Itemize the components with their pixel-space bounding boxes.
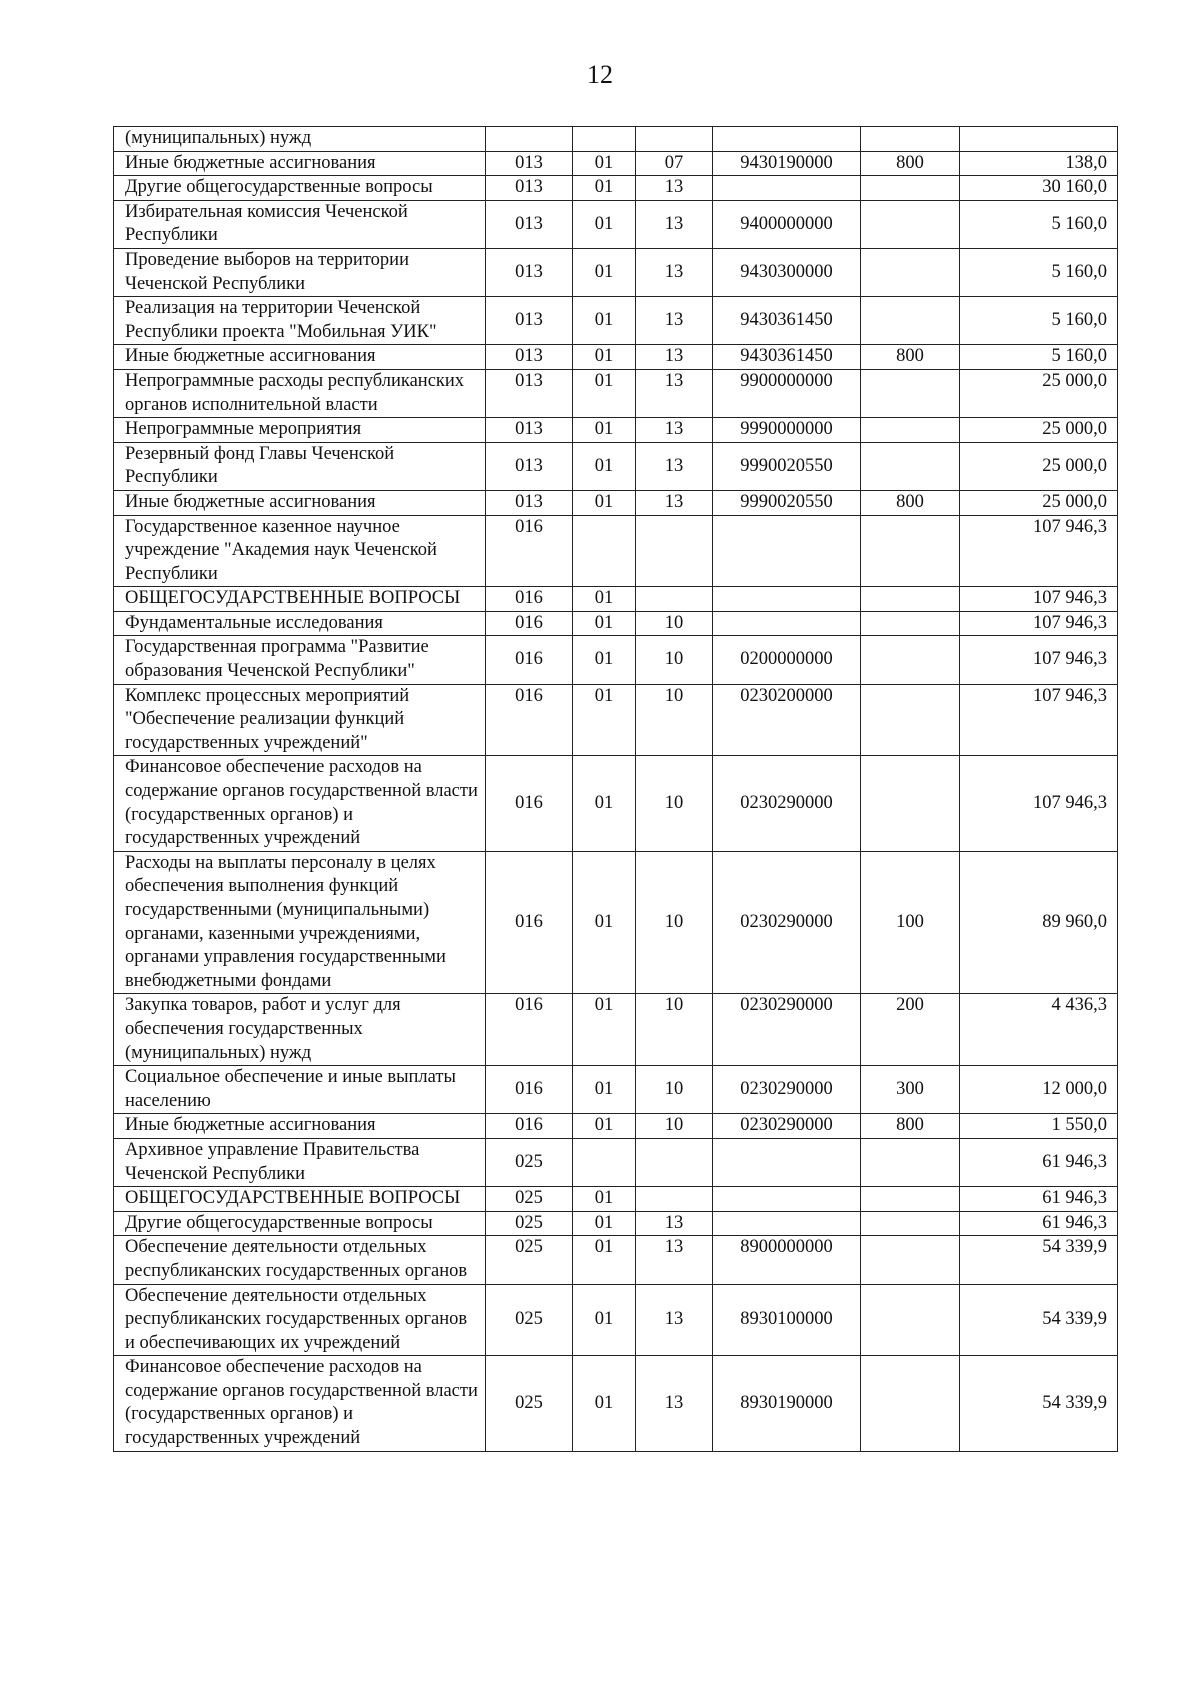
rz-cell: 01 [573,490,636,515]
amount-cell: 25 000,0 [960,418,1118,443]
vr-cell [861,587,960,612]
ved-cell: 016 [486,684,573,756]
row-name-cell: Обеспечение деятельности отдельных республиканских государственных органов [114,1236,486,1284]
ved-cell: 016 [486,587,573,612]
vr-cell [861,442,960,490]
csr-cell: 0200000000 [713,636,861,684]
vr-cell [861,756,960,851]
table-row [114,851,1118,994]
ved-cell: 025 [486,1187,573,1212]
vr-cell [861,515,960,587]
row-name-cell: Комплекс процессных мероприятий "Обеспечение реализации функций государственных учреждений" [114,684,486,756]
row-name-cell: Проведение выборов на территории Чеченской Республики [114,248,486,296]
amount-cell: 12 000,0 [960,1066,1118,1114]
vr-cell [861,636,960,684]
csr-cell: 0230290000 [713,851,861,994]
table-row [114,176,1118,201]
amount-cell [960,127,1118,152]
amount-cell: 25 000,0 [960,490,1118,515]
ved-cell: 016 [486,851,573,994]
ved-cell: 013 [486,151,573,176]
pr-cell: 10 [636,611,713,636]
amount-cell: 5 160,0 [960,200,1118,248]
csr-cell [713,176,861,201]
csr-cell: 8930100000 [713,1284,861,1356]
table-row [114,1066,1118,1114]
vr-cell: 800 [861,490,960,515]
pr-cell: 10 [636,994,713,1066]
pr-cell: 13 [636,248,713,296]
rz-cell: 01 [573,1187,636,1212]
amount-cell: 25 000,0 [960,369,1118,417]
pr-cell: 13 [636,1356,713,1451]
amount-cell: 138,0 [960,151,1118,176]
pr-cell: 13 [636,418,713,443]
page-number: 12 [587,60,613,89]
row-name-cell: Иные бюджетные ассигнования [114,490,486,515]
amount-cell: 61 946,3 [960,1138,1118,1186]
amount-cell: 54 339,9 [960,1236,1118,1284]
amount-cell: 61 946,3 [960,1187,1118,1212]
rz-cell: 01 [573,248,636,296]
amount-cell: 4 436,3 [960,994,1118,1066]
row-name-cell: Избирательная комиссия Чеченской Республики [114,200,486,248]
table-row [114,151,1118,176]
table-row [114,127,1118,152]
rz-cell: 01 [573,345,636,370]
ved-cell: 016 [486,756,573,851]
pr-cell: 13 [636,442,713,490]
row-name-cell: Финансовое обеспечение расходов на содержание органов государственной власти (государственных органов) и государственных учреждений [114,756,486,851]
row-name-cell: Обеспечение деятельности отдельных республиканских государственных органов и обеспечивающих их учреждений [114,1284,486,1356]
csr-cell: 0230290000 [713,994,861,1066]
amount-cell: 5 160,0 [960,297,1118,345]
table-row [114,1284,1118,1356]
row-name-cell: Реализация на территории Чеченской Республики проекта "Мобильная УИК" [114,297,486,345]
table-row [114,1356,1118,1451]
csr-cell: 9430300000 [713,248,861,296]
rz-cell: 01 [573,756,636,851]
pr-cell: 10 [636,1114,713,1139]
ved-cell: 013 [486,297,573,345]
pr-cell: 10 [636,1066,713,1114]
table-row [114,1187,1118,1212]
ved-cell: 025 [486,1211,573,1236]
csr-cell: 9900000000 [713,369,861,417]
vr-cell: 800 [861,345,960,370]
table-row [114,515,1118,587]
csr-cell: 0230290000 [713,756,861,851]
table-row [114,297,1118,345]
rz-cell [573,515,636,587]
ved-cell: 013 [486,369,573,417]
rz-cell: 01 [573,611,636,636]
amount-cell: 5 160,0 [960,345,1118,370]
ved-cell: 016 [486,1114,573,1139]
ved-cell: 013 [486,442,573,490]
row-name-cell: Закупка товаров, работ и услуг для обеспечения государственных (муниципальных) нужд [114,994,486,1066]
row-name-cell: Непрограммные расходы республиканских органов исполнительной власти [114,369,486,417]
amount-cell: 5 160,0 [960,248,1118,296]
pr-cell: 13 [636,490,713,515]
row-name-cell: Архивное управление Правительства Чеченской Республики [114,1138,486,1186]
rz-cell: 01 [573,151,636,176]
amount-cell: 89 960,0 [960,851,1118,994]
table-row [114,587,1118,612]
row-name-cell: ОБЩЕГОСУДАРСТВЕННЫЕ ВОПРОСЫ [114,1187,486,1212]
rz-cell: 01 [573,1236,636,1284]
rz-cell: 01 [573,684,636,756]
pr-cell: 10 [636,684,713,756]
ved-cell: 013 [486,176,573,201]
rz-cell: 01 [573,587,636,612]
rz-cell: 01 [573,1356,636,1451]
pr-cell [636,1187,713,1212]
table-row [114,636,1118,684]
csr-cell: 8900000000 [713,1236,861,1284]
pr-cell: 13 [636,176,713,201]
row-name-cell: Иные бюджетные ассигнования [114,345,486,370]
csr-cell [713,1211,861,1236]
amount-cell: 25 000,0 [960,442,1118,490]
ved-cell: 013 [486,418,573,443]
amount-cell: 107 946,3 [960,587,1118,612]
rz-cell: 01 [573,369,636,417]
amount-cell: 30 160,0 [960,176,1118,201]
vr-cell [861,248,960,296]
rz-cell: 01 [573,1066,636,1114]
ved-cell [486,127,573,152]
ved-cell: 013 [486,345,573,370]
pr-cell [636,587,713,612]
amount-cell: 107 946,3 [960,756,1118,851]
row-name-cell: Финансовое обеспечение расходов на содержание органов государственной власти (государственных органов) и государственных учреждений [114,1356,486,1451]
rz-cell: 01 [573,1114,636,1139]
pr-cell: 13 [636,369,713,417]
table-row [114,994,1118,1066]
table-row [114,611,1118,636]
ved-cell: 016 [486,636,573,684]
table-row [114,345,1118,370]
rz-cell: 01 [573,994,636,1066]
table-row [114,1236,1118,1284]
table-row [114,1211,1118,1236]
ved-cell: 025 [486,1356,573,1451]
table-row [114,442,1118,490]
amount-cell: 54 339,9 [960,1356,1118,1451]
vr-cell [861,200,960,248]
rz-cell: 01 [573,636,636,684]
table-row [114,248,1118,296]
vr-cell: 200 [861,994,960,1066]
amount-cell: 107 946,3 [960,611,1118,636]
csr-cell [713,1187,861,1212]
rz-cell: 01 [573,176,636,201]
table-row [114,1114,1118,1139]
vr-cell [861,369,960,417]
vr-cell: 100 [861,851,960,994]
rz-cell: 01 [573,200,636,248]
pr-cell: 13 [636,1236,713,1284]
csr-cell: 9430190000 [713,151,861,176]
row-name-cell: Другие общегосударственные вопросы [114,176,486,201]
vr-cell [861,1236,960,1284]
amount-cell: 61 946,3 [960,1211,1118,1236]
budget-table [113,126,1118,1452]
row-name-cell: Государственная программа "Развитие образования Чеченской Республики" [114,636,486,684]
ved-cell: 016 [486,994,573,1066]
pr-cell: 13 [636,297,713,345]
row-name-cell: Резервный фонд Главы Чеченской Республики [114,442,486,490]
vr-cell [861,684,960,756]
pr-cell [636,127,713,152]
table-row [114,756,1118,851]
table-row [114,684,1118,756]
row-name-cell: ОБЩЕГОСУДАРСТВЕННЫЕ ВОПРОСЫ [114,587,486,612]
csr-cell: 9400000000 [713,200,861,248]
vr-cell [861,1284,960,1356]
csr-cell [713,587,861,612]
ved-cell: 025 [486,1236,573,1284]
row-name-cell: (муниципальных) нужд [114,127,486,152]
ved-cell: 013 [486,248,573,296]
vr-cell [861,127,960,152]
amount-cell: 107 946,3 [960,515,1118,587]
vr-cell [861,418,960,443]
vr-cell [861,297,960,345]
rz-cell [573,1138,636,1186]
pr-cell: 10 [636,851,713,994]
row-name-cell: Иные бюджетные ассигнования [114,1114,486,1139]
pr-cell: 10 [636,636,713,684]
ved-cell: 013 [486,200,573,248]
rz-cell: 01 [573,851,636,994]
ved-cell: 016 [486,515,573,587]
rz-cell [573,127,636,152]
rz-cell: 01 [573,1284,636,1356]
vr-cell [861,1211,960,1236]
rz-cell: 01 [573,442,636,490]
table-row [114,200,1118,248]
amount-cell: 107 946,3 [960,636,1118,684]
table-row [114,369,1118,417]
vr-cell [861,611,960,636]
budget-table-body [114,127,1118,1452]
vr-cell [861,1138,960,1186]
vr-cell [861,1356,960,1451]
csr-cell [713,611,861,636]
csr-cell: 9430361450 [713,345,861,370]
csr-cell: 9430361450 [713,297,861,345]
row-name-cell: Расходы на выплаты персоналу в целях обеспечения выполнения функций государственными (муниципальными) органами, казенными учреждениями, органами управления государственными внебюджетными фондами [114,851,486,994]
pr-cell: 10 [636,756,713,851]
csr-cell: 0230200000 [713,684,861,756]
csr-cell [713,1138,861,1186]
row-name-cell: Фундаментальные исследования [114,611,486,636]
ved-cell: 013 [486,490,573,515]
csr-cell: 9990000000 [713,418,861,443]
csr-cell: 0230290000 [713,1066,861,1114]
rz-cell: 01 [573,297,636,345]
rz-cell: 01 [573,1211,636,1236]
rz-cell: 01 [573,418,636,443]
vr-cell [861,176,960,201]
amount-cell: 107 946,3 [960,684,1118,756]
vr-cell: 800 [861,1114,960,1139]
row-name-cell: Социальное обеспечение и иные выплаты населению [114,1066,486,1114]
csr-cell: 0230290000 [713,1114,861,1139]
vr-cell [861,1187,960,1212]
vr-cell: 300 [861,1066,960,1114]
ved-cell: 025 [486,1138,573,1186]
row-name-cell: Другие общегосударственные вопросы [114,1211,486,1236]
pr-cell: 13 [636,200,713,248]
pr-cell: 13 [636,1211,713,1236]
amount-cell: 1 550,0 [960,1114,1118,1139]
csr-cell: 9990020550 [713,490,861,515]
csr-cell [713,515,861,587]
table-row [114,490,1118,515]
row-name-cell: Государственное казенное научное учреждение "Академия наук Чеченской Республики [114,515,486,587]
row-name-cell: Непрограммные мероприятия [114,418,486,443]
csr-cell [713,127,861,152]
pr-cell: 13 [636,1284,713,1356]
pr-cell [636,1138,713,1186]
pr-cell: 13 [636,345,713,370]
csr-cell: 8930190000 [713,1356,861,1451]
table-row [114,1138,1118,1186]
row-name-cell: Иные бюджетные ассигнования [114,151,486,176]
amount-cell: 54 339,9 [960,1284,1118,1356]
pr-cell [636,515,713,587]
csr-cell: 9990020550 [713,442,861,490]
vr-cell: 800 [861,151,960,176]
table-row [114,418,1118,443]
ved-cell: 016 [486,611,573,636]
pr-cell: 07 [636,151,713,176]
ved-cell: 016 [486,1066,573,1114]
ved-cell: 025 [486,1284,573,1356]
